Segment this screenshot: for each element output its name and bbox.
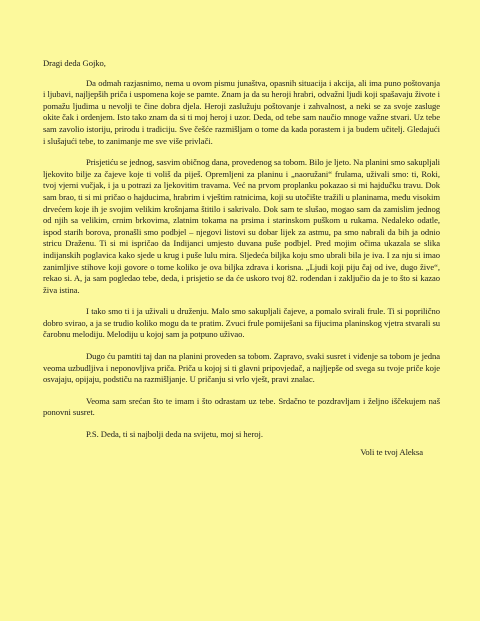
letter-greeting: Dragi deda Gojko, — [43, 58, 106, 68]
letter-signature: Voli te tvoj Aleksa — [360, 446, 423, 457]
letter-paragraph-3: I tako smo ti i ja uživali u druženju. Malo smo sakupljali čajeve, a pomalo svirali frule. Ti si poprilično dobro svirao, a ja se trudio koliko mogu da te pratim. Zvuci frule pomiješani sa fijucima planinskog vjetra stvarali su čarobnu melodiju. Melodiju u kojoj sam ja potpuno uživao. — [43, 306, 440, 340]
letter-postscript: P.S. Deda, ti si najbolji deda na svijetu, moj si heroj. — [86, 429, 263, 440]
letter-paragraph-5: Veoma sam srećan što te imam i što odrastam uz tebe. Srdačno te pozdravljam i željno iščekujem naš ponovni susret. — [43, 395, 440, 418]
letter-paragraph-2: Prisjetiću se jednog, sasvim običnog dana, provedenog sa tobom. Bilo je ljeto. Na planini smo sakupljali ljekovito bilje za čajeve koje ti voliš da piješ. Opremljeni za planinu i „naoružani“ frulama, uživali smo: ti, Roki, tvoj vjerni vučjak, i ja u potrazi za ljekovitim travama. Već na prvom proplanku pokazao si mi hajdučku travu. Dok sam brao, ti si mi pričao o hajducima, hrabrim i vještim ratnicima, koji su utočište tražili u planinama, među visokim drvećem koje ih je svojim velikim krošnjama štitilo i sakrivalo. Dok sam te slušao, mogao sam da zamislim jednog od njih sa velikim, crnim brkovima, zlatnim tokama na prsima i starinskom puškom u rukama. Nedaleko odatle, ispod starih borova, pronašli smo podbjel – njegovi listovi su dobar lijek za astmu, pa smo nabrali da bih ja odnio stricu Draženu. Ti si mi ispričao da Indijanci umjesto duvana puše podbjel. Pred mojim očima ukazala se slika indijanskih poglavica kako sjede u krug i puše lulu mira. Sljedeća biljka koju smo ubrali bila je iva. I za nju si imao zanimljive stihove koji govore o tome koliko je ova biljka zdrava i korisna. „Ljudi koji piju čaj od ive, dugo žive“, rekao si. A, ja sam pogledao tebe, deda, i prisjetio se da će uskoro tvoj 82. rođendan i zaključio da je to što si kazao živa istina. — [43, 157, 441, 295]
letter-paragraph-4: Dugo ću pamtiti taj dan na planini proveden sa tobom. Zapravo, svaki susret i viđenje sa tobom je jedna veoma uzbudljiva i neponovljiva priča. Priča u kojoj si ti glavni pripovjedač, a najljepše od svega su tvoje priče koje osvajaju, opijaju, podstiču na razmišljanje. U pričanju si vrlo vješt, pravi znalac. — [43, 351, 440, 385]
letter-paragraph-1: Da odmah razjasnimo, nema u ovom pismu junaštva, opasnih situacija i akcija, ali ima puno poštovanja i ljubavi, najljepših priča i uspomena koje se pamte. Znam ja da su heroji hrabri, odvažni ljudi koji spašavaju živote i pomažu ljudima u nevolji te čine dobra djela. Heroji zaslužuju poštovanje i zahvalnost, a neki se za svoje zasluge okite čak i ordenjem. Isto tako znam da si ti moj heroj i uzor. Deda, od tebe sam naučio mnoge važne stvari. Uz tebe sam zavolio istoriju, prirodu i tradiciju. Sve češće razmišljam o tome da kada porastem i ja budem učitelj. Gledajući i slušajući tebe, to zanimanje me sve više privlači. — [43, 77, 440, 146]
